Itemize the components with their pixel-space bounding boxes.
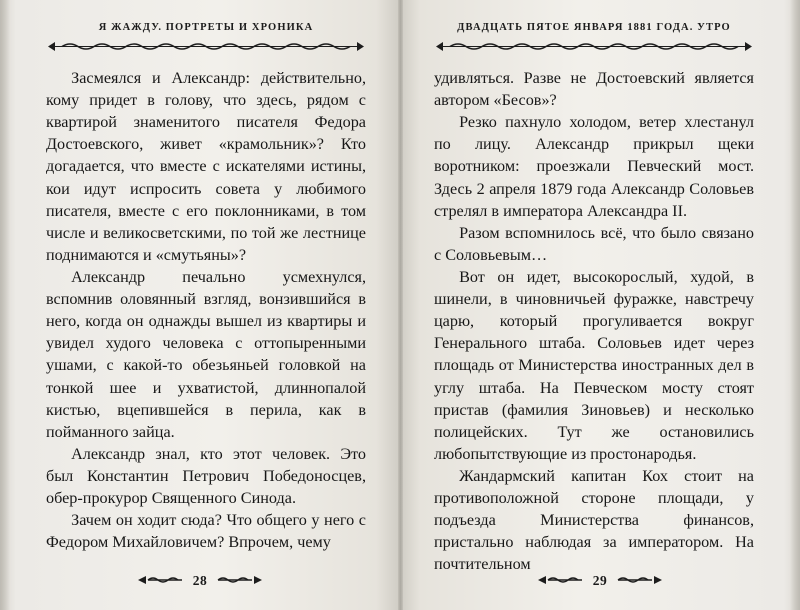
paragraph: удивляться. Разве не Достоевский является автором «Бесов»? bbox=[434, 69, 754, 110]
paragraph: Александр печально усмехнулся, вспомнив оловянный взгляд, вонзившийся в него, когда он однажды вышел из квартиры и увидел худого человека с оттопыренными ушами, с какой-то обезьяньей головкой на тонкой шее и ухватистой, длиннопалой кистью, вцепившейся в перила, как в пойманного зайца. bbox=[46, 267, 366, 441]
book-gutter bbox=[398, 0, 403, 610]
right-page bbox=[400, 0, 800, 610]
paragraph: Резко пахнуло холодом, ветер хлестанул по лицу. Александр прикрыл щеки воротником: проезжали Певческий мост. Здесь 2 апреля 1879 года Александр Соловьев стрелял в императора Александра II. bbox=[434, 113, 754, 220]
paragraph: Зачем он ходит сюда? Что общего у него с Федором Михайловичем? Впрочем, чему bbox=[46, 511, 366, 552]
paragraph: Александр знал, кто этот человек. Это был Константин Петрович Победоносцев, обер-прокурор Священного Синода. bbox=[46, 444, 366, 508]
right-page-body bbox=[434, 67, 754, 576]
paragraph: Разом вспомнилось всё, что было связано с Соловьевым… bbox=[434, 223, 754, 264]
page-number-right: 29 bbox=[592, 573, 608, 588]
running-head-left: Я ЖАЖДУ. ПОРТРЕТЫ И ХРОНИКА bbox=[98, 22, 314, 33]
folio-left bbox=[0, 572, 400, 590]
page-number-left: 28 bbox=[192, 573, 208, 588]
folio-ornament-left-icon bbox=[138, 572, 184, 590]
folio-ornament-left-icon bbox=[538, 572, 584, 590]
paragraph: Жандармский капитан Кох стоит на противоположной стороне площади, у подъезда Министерства финансов, пристально наблюдая за императором. На почтительном bbox=[434, 466, 754, 574]
folio-right bbox=[400, 572, 800, 590]
ornament-rule-left bbox=[46, 40, 366, 53]
folio-ornament-right-icon bbox=[216, 572, 262, 590]
running-head-right: ДВАДЦАТЬ ПЯТОЕ ЯНВАРЯ 1881 ГОДА. УТРО bbox=[457, 22, 731, 33]
folio-ornament-right-icon bbox=[616, 572, 662, 590]
page-edge-shadow bbox=[0, 0, 10, 610]
paragraph: Засмеялся и Александр: действительно, кому придет в голову, что здесь, рядом с квартирой знаменитого писателя Федора Достоевского, живет «крамольник»? Кто догадается, что вместе с искателями истины, кои идут испросить совета у любимого писателя, вместе с его поклонниками, в том числе и великосветскими, по той же лестнице поднимаются и «смутьяны»? bbox=[46, 69, 366, 264]
left-page-body bbox=[46, 67, 366, 553]
page-edge-shadow bbox=[790, 0, 800, 610]
paragraph: Вот он идет, высокорослый, худой, в шинели, в чиновничьей фуражке, навстречу царю, который прогуливается вокруг Генерального штаба. Соловьев идет через площадь от Министерства иностранных дел в углу штаба. На Певческом мосту стоят пристав (фамилия Зиновьев) и несколько полицейских. Тут же остановились любопытствующие из простонародья. bbox=[434, 267, 754, 463]
ornament-rule-right bbox=[434, 40, 754, 53]
